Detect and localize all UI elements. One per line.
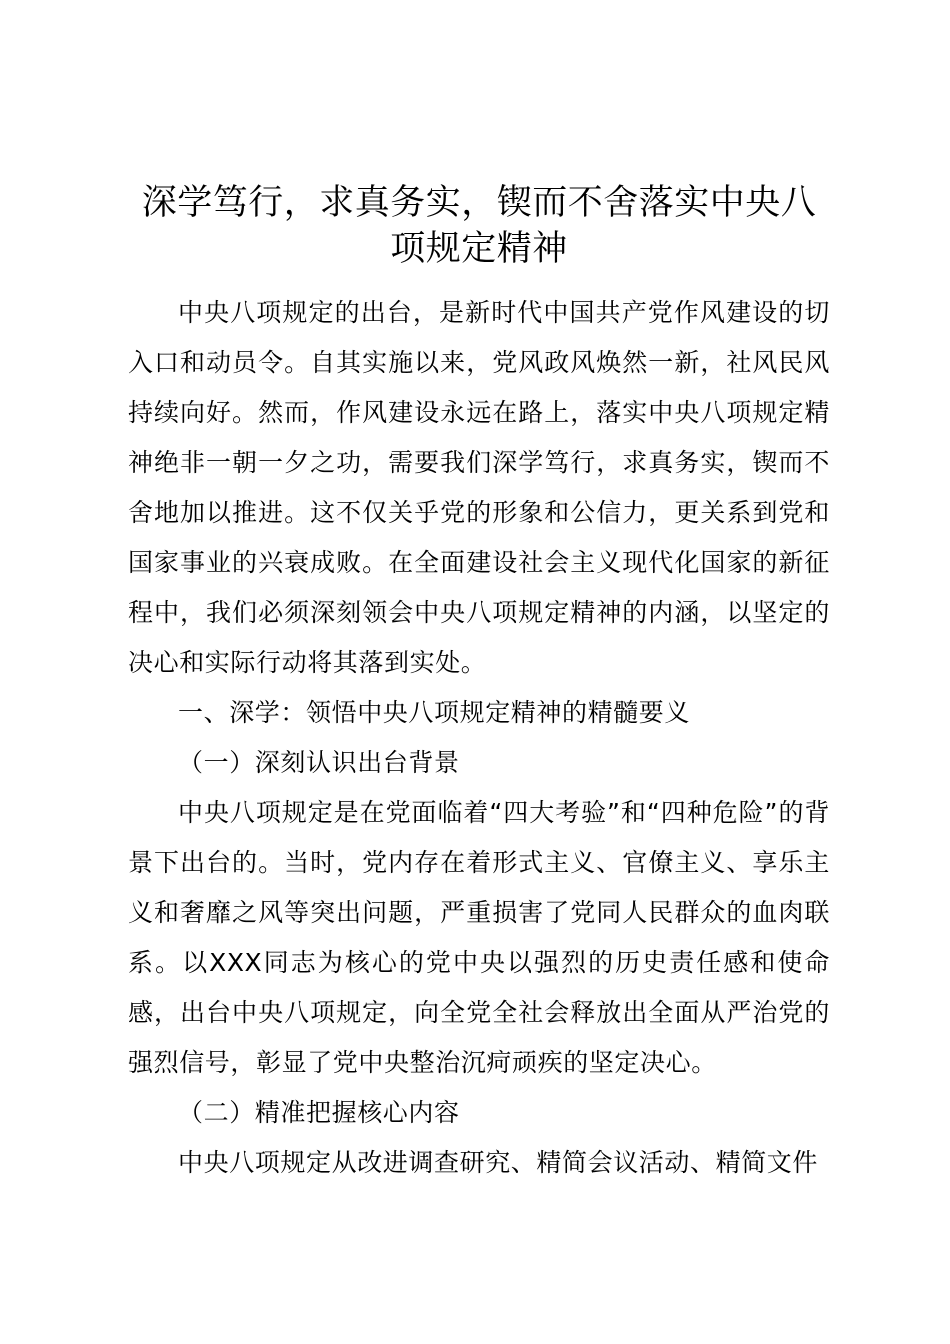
subsection-heading-2: （二）精准把握核心内容 xyxy=(178,1098,460,1127)
intro-paragraph: 中央八项规定的出台，是新时代中国共产党作风建设的切入口和动员令。自其实施以来，党风政风焕然一新，社风民风持续向好。然而，作风建设永远在路上，落实中央八项规定精神绝非一朝一夕之功，需要我们深学笃行，求真务实，锲而不舍地加以推进。这不仅关乎党的形象和公信力，更关系到党和国家事业的兴衰成败。在全面建设社会主义现代化国家的新征程中，我们必须深刻领会中央八项规定精神的内涵，以坚定的决心和实际行动将其落到实处。 xyxy=(128,298,830,677)
section-heading-1: 一、深学：领悟中央八项规定精神的精髓要义 xyxy=(178,698,691,727)
subsection-body-1: 中央八项规定是在党面临着“四大考验”和“四种危险”的背景下出台的。当时，党内存在着形式主义、官僚主义、享乐主义和奢靡之风等突出问题，严重损害了党同人民群众的血肉联系。以XXX同志为核心的党中央以强烈的历史责任感和使命感，出台中央八项规定，向全党全社会释放出全面从严治党的强烈信号，彰显了党中央整治沉疴顽疾的坚定决心。 xyxy=(128,798,830,1077)
subsection-heading-1: （一）深刻认识出台背景 xyxy=(178,748,460,777)
document-title: 深学笃行，求真务实，锲而不舍落实中央八项规定精神 xyxy=(141,183,817,269)
subsection-body-2: 中央八项规定从改进调查研究、精简会议活动、精简文件 xyxy=(178,1148,819,1177)
